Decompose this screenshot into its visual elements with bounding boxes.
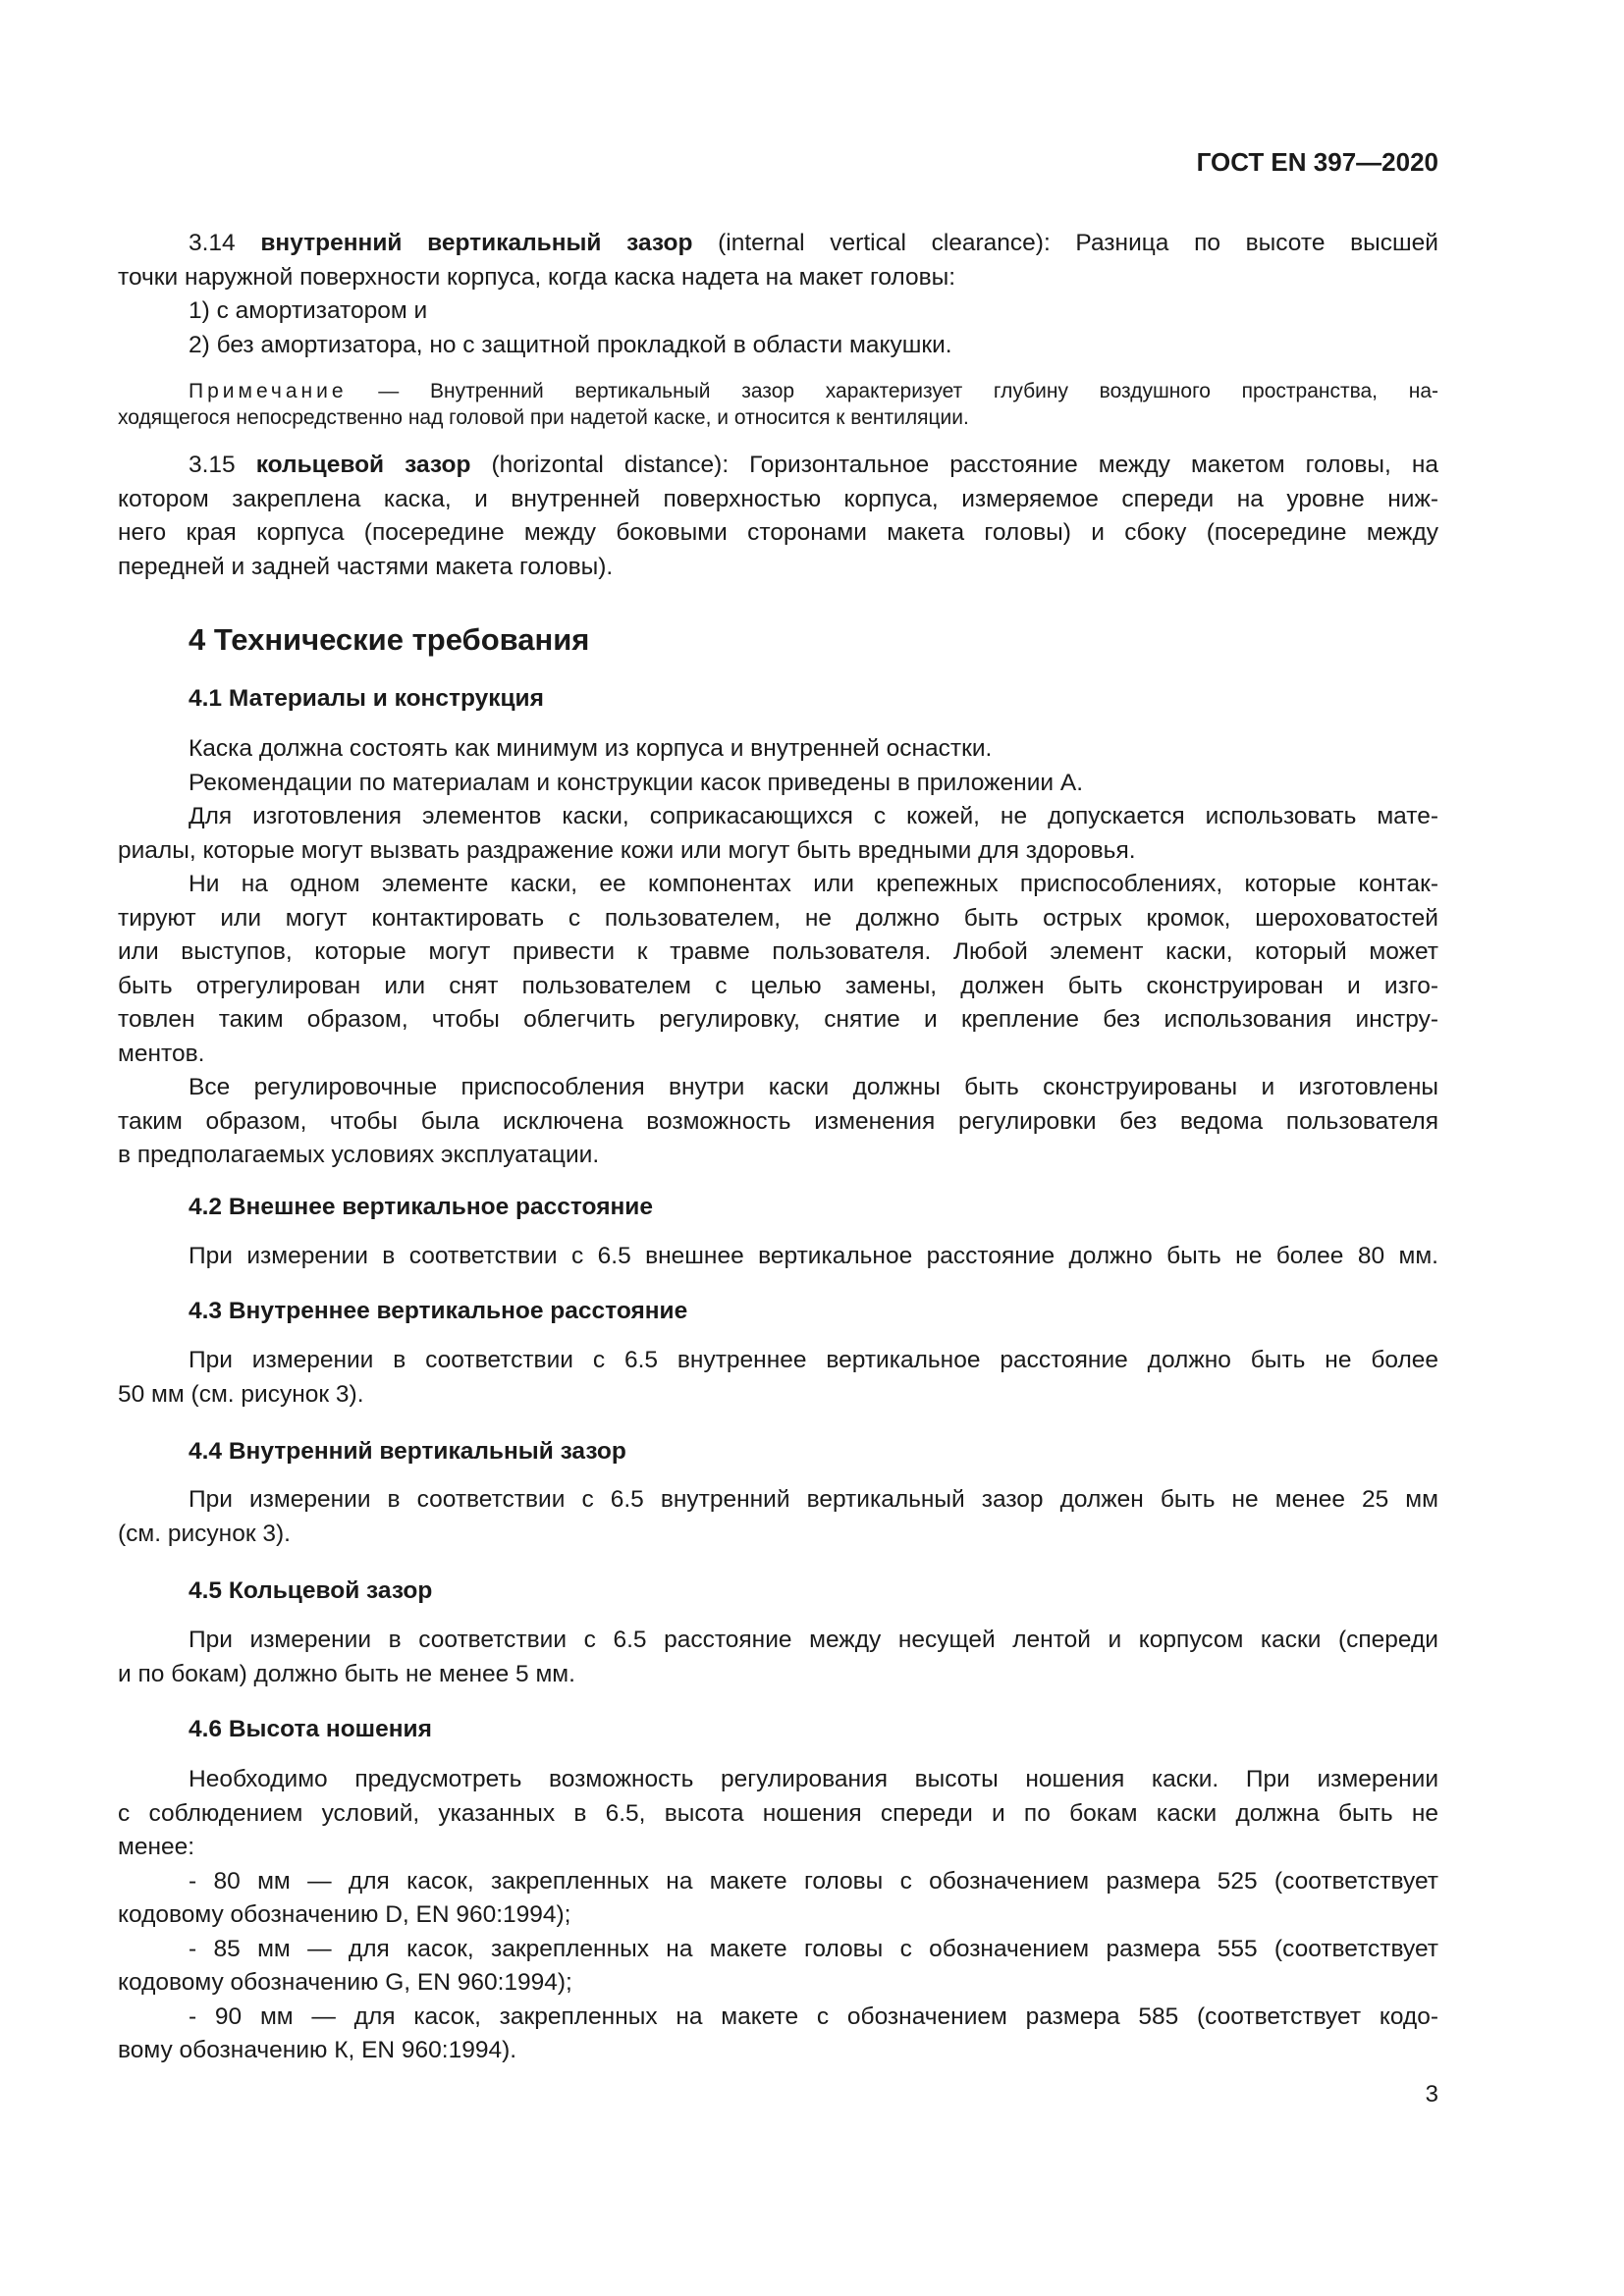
definition-3-14: [118, 227, 1438, 362]
section-4-3-body: [118, 1344, 1438, 1412]
section-4-4-body: [118, 1483, 1438, 1551]
text-line: товлен таким образом, чтобы облегчить регулировку, снятие и крепление без использования инстру-: [118, 1006, 1438, 1033]
section-4-1-body: [118, 732, 1438, 1173]
subsection-heading-4-4: 4.4 Внутренний вертикальный зазор: [189, 1438, 626, 1465]
definition-first-line: [118, 449, 1438, 483]
text-line: Для изготовления элементов каски, соприкасающихся с кожей, не допускается использовать мате-: [189, 803, 1438, 829]
document-code-header: ГОСТ EN 397—2020: [1196, 147, 1438, 177]
text-line: таким образом, чтобы была исключена возможность изменения регулировки без ведома пользователя: [118, 1107, 1438, 1135]
text-line: - 90 мм — для касок, закрепленных на макете с обозначением размера 585 (соответствует кодо-: [189, 2002, 1438, 2030]
text-line: При измерении в соответствии с 6.5 внешнее вертикальное расстояние должно быть не более 80 мм.: [189, 1243, 1438, 1269]
text-line: кодовому обозначению G, EN 960:1994);: [118, 1969, 572, 1996]
subsection-heading-4-1: 4.1 Материалы и конструкция: [189, 685, 544, 712]
definition-text: (internal vertical clearance): Разница по высоте высшей: [692, 230, 1438, 256]
clause-number: 3.15: [189, 452, 236, 478]
text-line: ментов.: [118, 1040, 205, 1067]
subsection-heading-4-6: 4.6 Высота ношения: [189, 1716, 432, 1742]
text-line: - 80 мм — для касок, закрепленных на макете головы с обозначением размера 525 (соответствует: [189, 1867, 1438, 1895]
subsection-heading-4-3: 4.3 Внутреннее вертикальное расстояние: [189, 1298, 688, 1324]
text-line: тируют или могут контактировать с пользователем, не должно быть острых кромок, шероховатостей: [118, 904, 1438, 932]
text-line: Необходимо предусмотреть возможность регулирования высоты ношения каски. При измерении: [189, 1766, 1438, 1792]
text-line: Каска должна состоять как минимум из корпуса и внутренней оснастки.: [189, 735, 993, 762]
text-line: Ни на одном элементе каски, ее компонентах или крепежных приспособлениях, которые контак-: [189, 871, 1438, 897]
text-line: кодовому обозначению D, EN 960:1994);: [118, 1901, 571, 1928]
definition-text: (horizontal distance): Горизонтальное расстояние между макетом головы, на: [470, 452, 1438, 478]
page-number: 3: [1425, 2081, 1438, 2108]
subsection-heading-4-5: 4.5 Кольцевой зазор: [189, 1577, 433, 1604]
text-line: Рекомендации по материалам и конструкции касок приведены в приложении А.: [189, 769, 1084, 796]
note-second-line: ходящегося непосредственно над головой при надетой каске, и относится к вентиляции.: [118, 406, 969, 429]
text-line: - 85 мм — для касок, закрепленных на макете головы с обозначением размера 555 (соответствует: [189, 1935, 1438, 1962]
text-line: 2) без амортизатора, но с защитной прокладкой в области макушки.: [189, 331, 952, 358]
text-line: 1) с амортизатором и: [189, 297, 428, 324]
text-line: Все регулировочные приспособления внутри каски должны быть сконструированы и изготовлены: [189, 1074, 1438, 1100]
text-line: При измерении в соответствии с 6.5 расстояние между несущей лентой и корпусом каски (спереди: [189, 1627, 1438, 1653]
text-line: вому обозначению К, EN 960:1994).: [118, 2037, 517, 2063]
definition-first-line: [118, 227, 1438, 261]
text-line: с соблюдением условий, указанных в 6.5, высота ношения спереди и по бокам каски должна быть не: [118, 1799, 1438, 1827]
text-line: него края корпуса (посередине между боковыми сторонами макета головы) и сбоку (посередине между: [118, 519, 1438, 546]
definition-3-15: [118, 449, 1438, 584]
text-line: риалы, которые могут вызвать раздражение кожи или могут быть вредными для здоровья.: [118, 836, 1136, 864]
section-4-2-body: [118, 1240, 1438, 1274]
note-text: — Внутренний вертикальный зазор характеризует глубину воздушного пространства, на-: [347, 380, 1438, 402]
text-line: При измерении в соответствии с 6.5 внутреннее вертикальное расстояние должно быть не более: [189, 1347, 1438, 1373]
note-label: Примечание: [189, 380, 348, 402]
text-line: котором закреплена каска, и внутренней поверхностью корпуса, измеряемое спереди на уровне ниж-: [118, 485, 1438, 512]
note: [118, 378, 1438, 431]
text-line: При измерении в соответствии с 6.5 внутренний вертикальный зазор должен быть не менее 25 мм: [189, 1486, 1438, 1513]
defined-term: кольцевой зазор: [255, 452, 471, 478]
text-line: в предполагаемых условиях эксплуатации.: [118, 1142, 600, 1168]
text-line: быть отрегулирован или снят пользователем с целью замены, должен быть сконструирован и изго-: [118, 972, 1438, 999]
defined-term: внутренний вертикальный зазор: [260, 230, 693, 256]
text-line: передней и задней частями макета головы).: [118, 553, 614, 580]
text-line: (см. рисунок 3).: [118, 1520, 291, 1547]
text-line: и по бокам) должно быть не менее 5 мм.: [118, 1660, 575, 1687]
section-heading-4: 4 Технические требования: [189, 622, 590, 657]
text-line: 50 мм (см. рисунок 3).: [118, 1380, 364, 1408]
note-first-line: [118, 378, 1438, 404]
text-line: или выступов, которые могут привести к травме пользователя. Любой элемент каски, который может: [118, 938, 1438, 965]
section-4-5-body: [118, 1624, 1438, 1691]
clause-number: 3.14: [189, 230, 236, 256]
text-line: точки наружной поверхности корпуса, когда каска надета на макет головы:: [118, 263, 956, 291]
section-4-6-body: [118, 1763, 1438, 2068]
subsection-heading-4-2: 4.2 Внешнее вертикальное расстояние: [189, 1194, 653, 1220]
text-line: менее:: [118, 1834, 195, 1860]
